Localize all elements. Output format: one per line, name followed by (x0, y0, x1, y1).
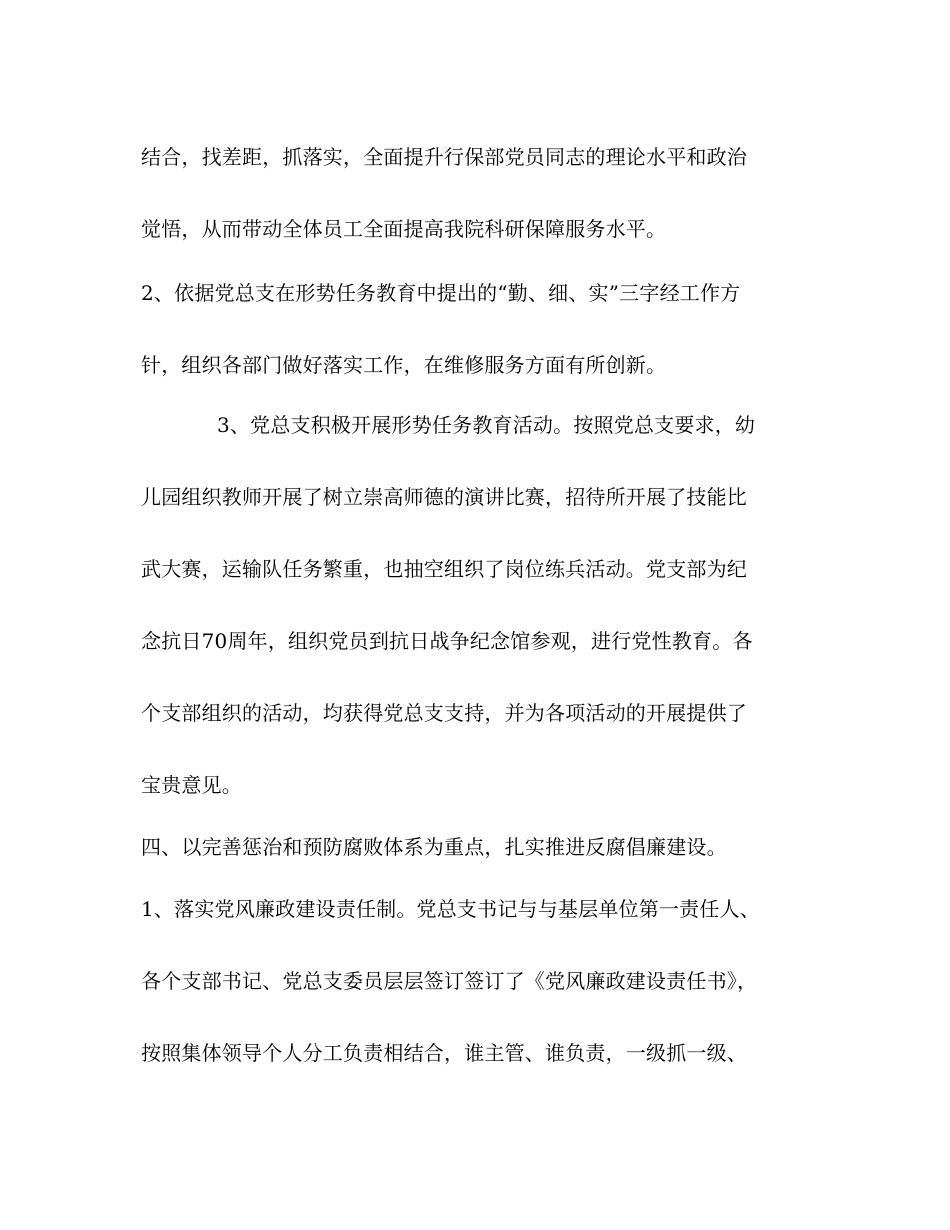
text-line-12: 1、落实党风廉政建设责任制。党总支书记与与基层单位第一责任人、 (141, 897, 760, 921)
text-line-7: 武大赛，运输队任务繁重，也抽空组织了岗位练兵活动。党支部为纪 (141, 557, 747, 581)
text-line-3: 2、依据党总支在形势任务教育中提出的“勤、细、实”三字经工作方 (141, 281, 741, 305)
text-line-10: 宝贵意见。 (141, 773, 242, 797)
text-line-4: 针，组织各部门做好落实工作，在维修服务方面有所创新。 (141, 353, 667, 377)
text-line-1: 结合，找差距，抓落实，全面提升行保部党员同志的理论水平和政治 (141, 145, 747, 169)
text-line-9: 个支部组织的活动，均获得党总支支持，并为各项活动的开展提供了 (141, 701, 747, 725)
text-line-5: 3、党总支积极开展形势任务教育活动。按照党总支要求，幼 (217, 413, 756, 437)
text-line-14: 按照集体领导个人分工负责相结合，谁主管、谁负责，一级抓一级、 (141, 1041, 747, 1065)
text-line-6: 儿园组织教师开展了树立崇高师德的演讲比赛，招待所开展了技能比 (141, 485, 747, 509)
text-line-8: 念抗日70周年，组织党员到抗日战争纪念馆参观，进行党性教育。各 (141, 629, 753, 653)
text-line-11: 四、以完善惩治和预防腐败体系为重点，扎实推进反腐倡廉建设。 (141, 835, 727, 859)
text-line-2: 觉悟，从而带动全体员工全面提高我院科研保障服务水平。 (141, 217, 667, 241)
text-line-13: 各个支部书记、党总支委员层层签订签订了《党风廉政建设责任书》， (141, 969, 758, 993)
